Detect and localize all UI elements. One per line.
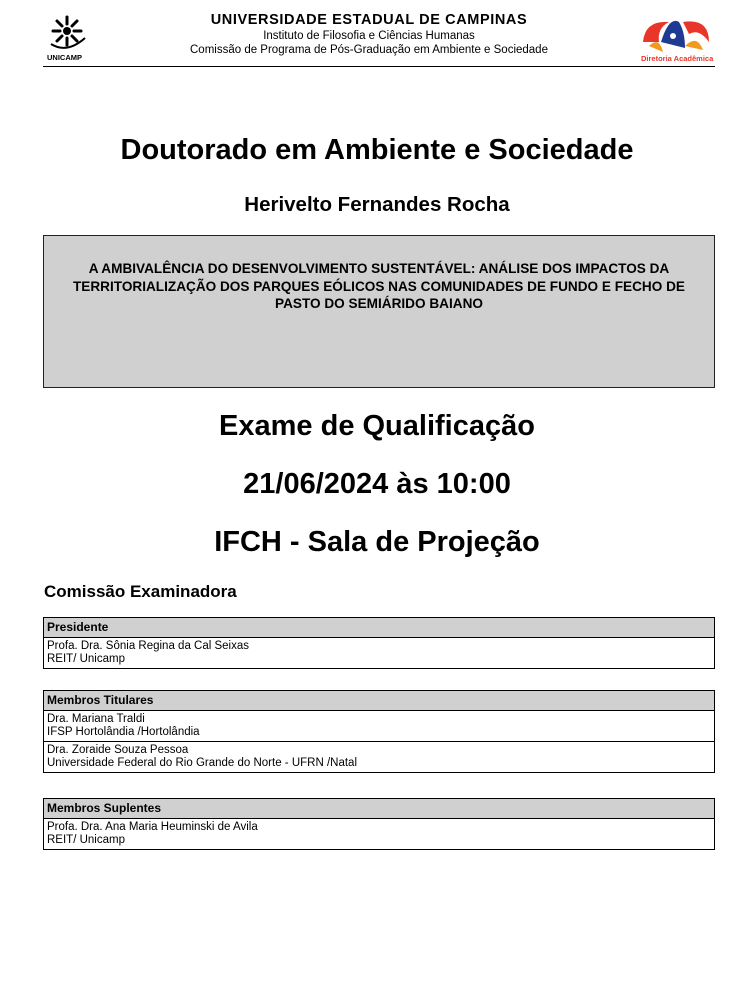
commission-name: Comissão de Programa de Pós-Graduação em Ambiente e Sociedade <box>190 44 548 56</box>
committee-heading: Comissão Examinadora <box>44 582 237 601</box>
unicamp-logo <box>47 14 99 64</box>
table-row <box>44 742 714 773</box>
exam-location: IFCH - Sala de Projeção <box>214 526 540 558</box>
exam-type: Exame de Qualificação <box>219 410 535 442</box>
author-name: Herivelto Fernandes Rocha <box>244 193 510 216</box>
institute-name: Instituto de Filosofia e Ciências Humanas <box>263 30 475 42</box>
member-name: Dra. Zoraide Souza Pessoa <box>47 744 189 756</box>
university-name: UNIVERSIDADE ESTADUAL DE CAMPINAS <box>210 12 528 28</box>
member-affiliation: REIT/ Unicamp <box>47 834 125 846</box>
document-header <box>43 12 715 67</box>
diretoria-academica-logo <box>639 12 715 64</box>
program-title: Doutorado em Ambiente e Sociedade <box>120 134 634 166</box>
table-row <box>44 638 714 669</box>
titulares-table <box>43 690 715 773</box>
diretoria-logo-text: Diretoria Acadêmica <box>641 54 714 63</box>
table-row <box>44 711 714 742</box>
member-affiliation: Universidade Federal do Rio Grande do Norte - UFRN /Natal <box>47 757 357 769</box>
member-name: Profa. Dra. Sônia Regina da Cal Seixas <box>47 640 249 652</box>
thesis-title: A AMBIVALÊNCIA DO DESENVOLVIMENTO SUSTENTÁVEL: ANÁLISE DOS IMPACTOS DA TERRITORIALIZAÇÃO DOS PARQUES EÓLICOS NAS COMUNIDADES DE FUNDO E FECHO DE PASTO DO SEMIÁRIDO BAIANO <box>72 261 685 311</box>
thesis-title-box <box>43 235 715 388</box>
table-row <box>44 819 714 850</box>
member-affiliation: REIT/ Unicamp <box>47 653 125 665</box>
exam-datetime: 21/06/2024 às 10:00 <box>243 468 511 500</box>
president-heading: Presidente <box>44 618 714 638</box>
suplentes-table <box>43 798 715 850</box>
member-affiliation: IFSP Hortolândia /Hortolândia <box>47 726 200 738</box>
member-name: Profa. Dra. Ana Maria Heuminski de Avila <box>47 821 258 833</box>
president-table <box>43 617 715 669</box>
unicamp-logo-text: UNICAMP <box>47 53 82 62</box>
member-name: Dra. Mariana Traldi <box>47 713 145 725</box>
titulares-heading: Membros Titulares <box>44 691 714 711</box>
suplentes-heading: Membros Suplentes <box>44 799 714 819</box>
